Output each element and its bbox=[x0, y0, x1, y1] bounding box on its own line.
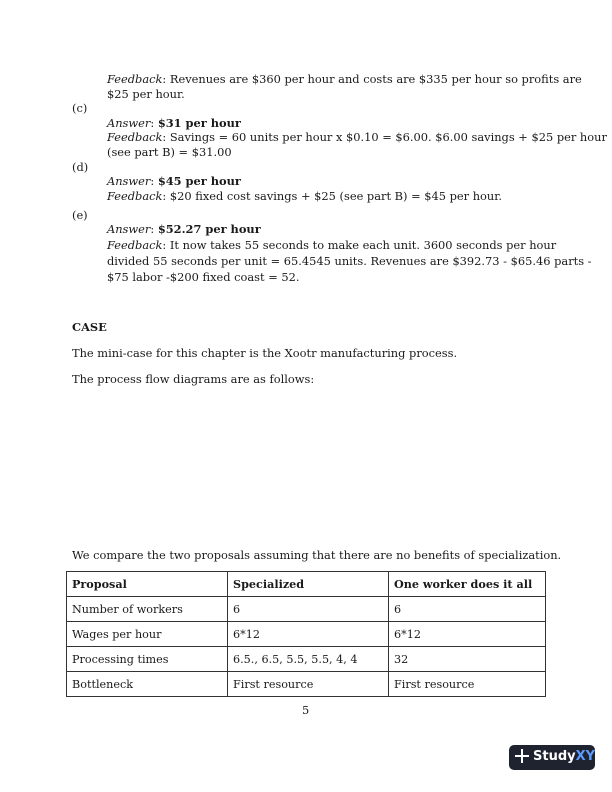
answer-value: $52.27 per hour bbox=[157, 222, 261, 236]
answer-label: Answer bbox=[107, 116, 151, 130]
feedback-label: Feedback bbox=[107, 130, 163, 144]
table-cell: Processing times bbox=[67, 647, 228, 672]
table-row bbox=[67, 597, 546, 622]
table-cell: First resource bbox=[228, 672, 389, 697]
case-intro: The mini-case for this chapter is the Xootr manufacturing process. bbox=[72, 346, 458, 360]
feedback-label: Feedback bbox=[107, 189, 163, 203]
table-header-row bbox=[67, 572, 546, 597]
part-e-label: (e) bbox=[72, 208, 88, 222]
table-cell: 6 bbox=[389, 597, 546, 622]
part-c-feedback-line1: Feedback: Savings = 60 units per hour x $0.10 = $6.00. $6.00 savings + $25 per hour bbox=[107, 130, 607, 144]
studyxy-badge[interactable] bbox=[509, 745, 595, 770]
part-b-feedback-line1: Feedback: Revenues are $360 per hour and costs are $335 per hour so profits are bbox=[107, 72, 582, 86]
answer-value: $31 per hour bbox=[157, 116, 241, 130]
table-cell: 6 bbox=[228, 597, 389, 622]
part-e-feedback-line3: $75 labor -$200 fixed coast = 52. bbox=[107, 270, 300, 284]
comparison-table bbox=[66, 571, 546, 697]
case-heading: CASE bbox=[72, 320, 107, 334]
part-c-label: (c) bbox=[72, 101, 88, 115]
table-cell: Bottleneck bbox=[67, 672, 228, 697]
part-d-answer: Answer: $45 per hour bbox=[107, 174, 241, 188]
answer-label: Answer bbox=[107, 222, 151, 236]
feedback-label: Feedback bbox=[107, 72, 163, 86]
table-row bbox=[67, 672, 546, 697]
table-row bbox=[67, 622, 546, 647]
table-cell: Wages per hour bbox=[67, 622, 228, 647]
part-c-feedback-line2: (see part B) = $31.00 bbox=[107, 145, 232, 159]
table-cell: 6.5., 6.5, 5.5, 5.5, 4, 4 bbox=[228, 647, 389, 672]
part-e-feedback-line1: Feedback: It now takes 55 seconds to make each unit. 3600 seconds per hour bbox=[107, 238, 557, 252]
comparison-intro: We compare the two proposals assuming that there are no benefits of specialization. bbox=[72, 548, 562, 562]
case-diagram-intro: The process flow diagrams are as follows: bbox=[72, 372, 315, 386]
table-header: Specialized bbox=[228, 572, 389, 597]
page-number: 5 bbox=[302, 703, 310, 717]
table-header: Proposal bbox=[67, 572, 228, 597]
part-b-feedback-line2: $25 per hour. bbox=[107, 87, 185, 101]
part-d-label: (d) bbox=[72, 160, 89, 174]
table-row bbox=[67, 647, 546, 672]
answer-label: Answer bbox=[107, 174, 151, 188]
part-e-answer: Answer: $52.27 per hour bbox=[107, 222, 261, 236]
table-header: One worker does it all bbox=[389, 572, 546, 597]
table-cell: First resource bbox=[389, 672, 546, 697]
part-c-answer: Answer: $31 per hour bbox=[107, 116, 241, 130]
brand-label: StudyXY bbox=[533, 749, 596, 764]
answer-value: $45 per hour bbox=[157, 174, 241, 188]
feedback-label: Feedback bbox=[107, 238, 163, 252]
table-cell: 6*12 bbox=[389, 622, 546, 647]
part-e-feedback-line2: divided 55 seconds per unit = 65.4545 units. Revenues are $392.73 - $65.46 parts - bbox=[107, 254, 592, 268]
table-cell: 32 bbox=[389, 647, 546, 672]
table-cell: Number of workers bbox=[67, 597, 228, 622]
table-cell: 6*12 bbox=[228, 622, 389, 647]
part-d-feedback-line1: Feedback: $20 fixed cost savings + $25 (see part B) = $45 per hour. bbox=[107, 189, 503, 203]
plus-icon bbox=[515, 749, 529, 763]
